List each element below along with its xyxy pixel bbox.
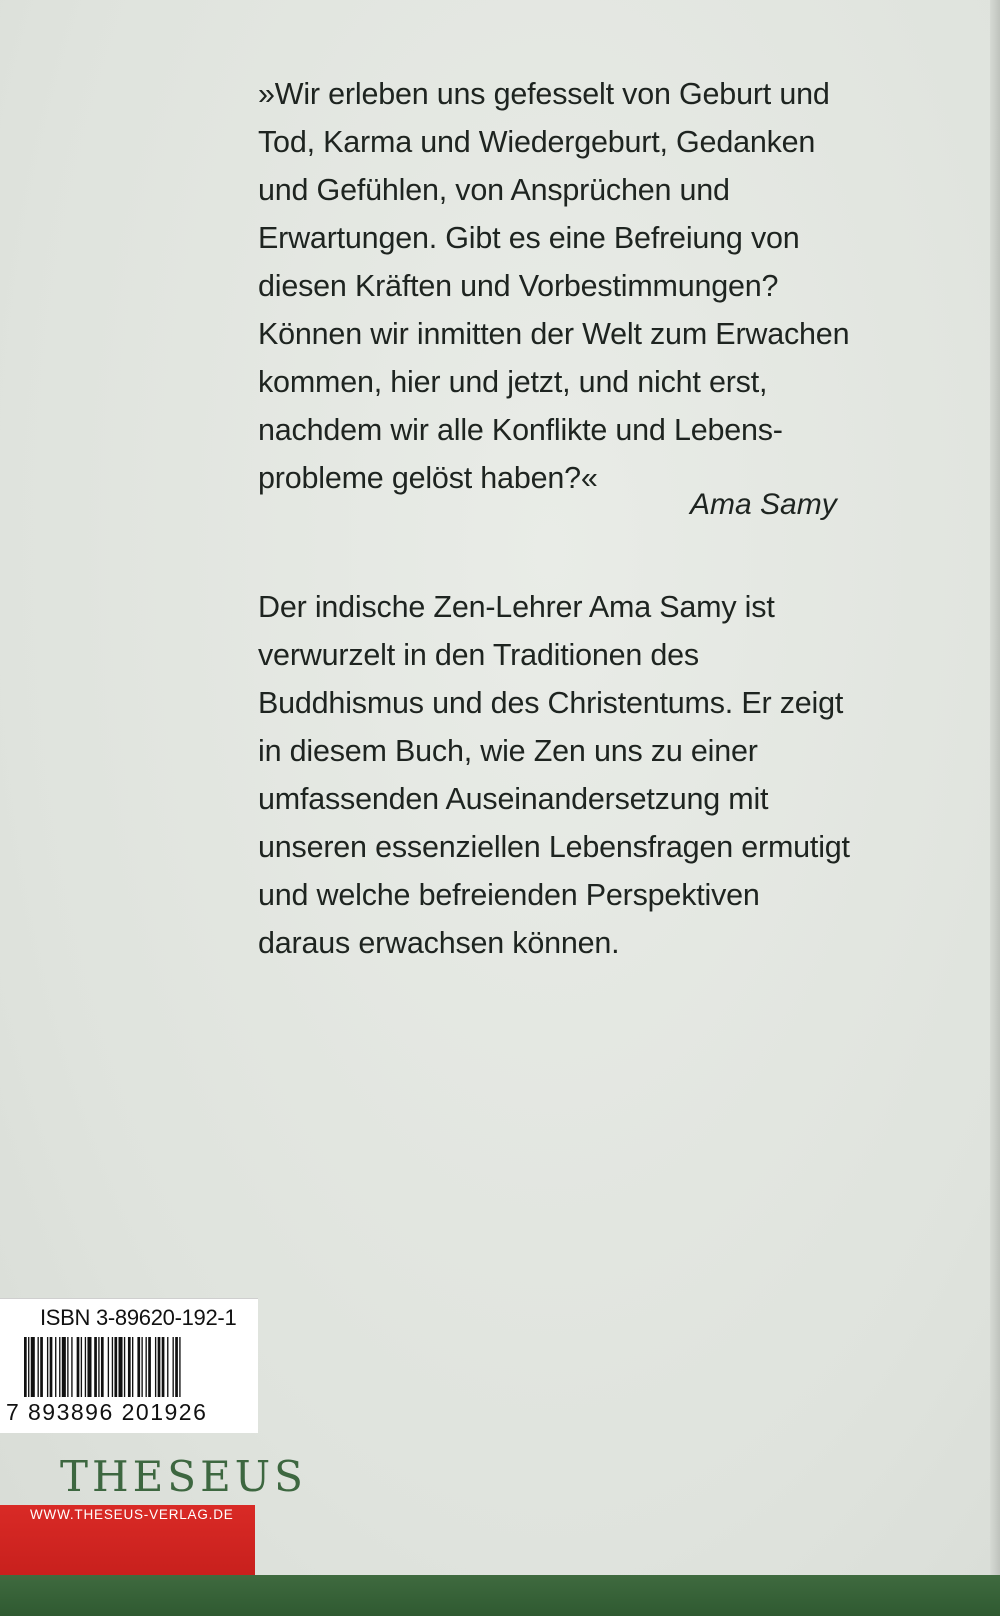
barcode-bar [148,1337,151,1397]
barcode-bar [77,1337,80,1397]
publisher-url-band [0,1505,255,1575]
blurb-line: verwurzelt in den Traditionen des [258,638,699,672]
cover-edge [990,0,1000,1575]
quote-line: diesen Kräften und Vorbestimmungen? [258,269,779,303]
blurb-line: in diesem Buch, wie Zen uns zu einer [258,734,758,768]
ean-digits: 893896 201926 [28,1399,208,1425]
blurb-line: umfassenden Auseinandersetzung mit [258,782,769,816]
blurb-line: und welche befreienden Perspektiven [258,878,760,912]
barcode-bar [71,1337,72,1397]
barcode-bar [81,1337,82,1397]
barcode-bar [47,1337,48,1397]
barcode-bar [50,1337,53,1397]
barcode-bar [137,1337,140,1397]
barcode-bar [179,1337,180,1397]
barcode-bar [114,1337,117,1397]
barcode-bar [173,1337,174,1397]
isbn-number: ISBN 3-89620-192-1 [40,1305,237,1330]
barcode-bar [108,1337,109,1397]
blurb-line: unseren essenziellen Lebensfragen ermutigt [258,830,850,864]
blurb-line: Der indische Zen-Lehrer Ama Samy ist [258,590,775,624]
barcode-bar [59,1337,60,1397]
blurb-line: Buddhismus und des Christentums. Er zeigt [258,686,844,720]
ean-lead-digit: 7 [6,1399,19,1425]
barcode-bar [128,1337,131,1397]
barcode-bar [24,1337,27,1397]
barcode-bar [28,1337,29,1397]
blurb-block [258,583,908,967]
quote-block [258,70,908,502]
barcode-bar [85,1337,86,1397]
barcode-label [0,1298,258,1433]
barcode-bar [98,1337,99,1397]
quote-line: »Wir erleben uns gefesselt von Geburt und [258,77,830,111]
barcode-bar [94,1337,97,1397]
quote-attribution: Ama Samy [690,488,837,521]
barcode-bar [87,1337,91,1397]
quote-line: Können wir inmitten der Welt zum Erwachen [258,317,850,351]
publisher-logo: THESEUS [60,1452,307,1501]
quote-line: probleme gelöst haben?« [258,461,598,495]
barcode-graphic [24,1337,234,1399]
quote-line: Tod, Karma und Wiedergeburt, Gedanken [258,125,816,159]
blurb-line: daraus erwachsen können. [258,926,620,960]
barcode-bar [167,1337,168,1397]
barcode-bar [162,1337,165,1397]
publisher-url: WWW.THESEUS-VERLAG.DE [30,1507,234,1522]
cover-bottom-band [0,1575,1000,1616]
quote-line: kommen, hier und jetzt, und nicht erst, [258,365,768,399]
barcode-bar [55,1337,56,1397]
barcode-bar [31,1337,35,1397]
quote-line: und Gefühlen, von Ansprüchen und [258,173,730,207]
barcode-bar [67,1337,68,1397]
barcode-bar [112,1337,113,1397]
quote-line: Erwartungen. Gibt es eine Befreiung von [258,221,800,255]
barcode-bar [40,1337,43,1397]
barcode-bar [158,1337,161,1397]
barcode-bar [38,1337,39,1397]
barcode-bar [101,1337,104,1397]
quote-line: nachdem wir alle Konflikte und Lebens- [258,413,783,447]
barcode-bar [62,1337,66,1397]
barcode-bar [175,1337,178,1397]
barcode-bar [119,1337,123,1397]
barcode-bar [155,1337,156,1397]
barcode-bar [146,1337,147,1397]
barcode-bar [132,1337,133,1397]
barcode-bar [141,1337,142,1397]
barcode-bar [124,1337,125,1397]
